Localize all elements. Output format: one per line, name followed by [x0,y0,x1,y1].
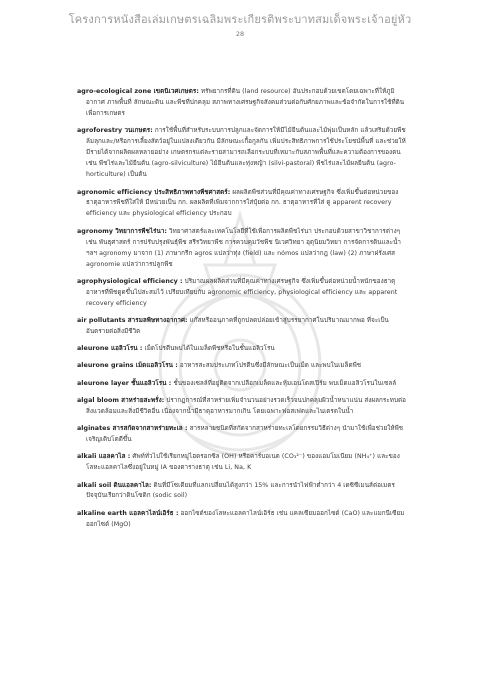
book-series-header: โครงการหนังสือเล่มเกษตรเฉลิมพระเกียรติพระบาทสมเด็จพระเจ้าอยู่หัว [68,13,412,26]
glossary-entry [77,344,407,355]
entry-term: aleurone แอลิวโรน : [77,345,143,353]
entry-term: aleurone layer ชั้นแอลิวโรน : [77,379,172,387]
entry-definition: ชั้นของเซลล์ที่อยู่ติดจากเปลือกเมล็ดและหุ้มเอนโดสเปิร์ม พบเม็ดแอลิวโรนในเซลล์ [171,379,397,387]
glossary-entry [77,424,407,446]
entry-term: agroforestry วนเกษตร: [77,127,153,135]
entry-definition: เม็ดโปรตีนพบได้ในเมล็ดพืชหรือในชั้นแอลิวโรน [142,345,275,353]
glossary-entry [77,316,407,338]
entry-definition: การใช้พื้นที่สำหรับระบบการปลูกและจัดการให้มีไม้ยืนต้นและไม้พุ่มเป็นหลัก แล้วเสริมด้วยพืชล้มลุกและ/หรือการเลี้ยงสัตว์อยู่ในแปลงเดียวกัน มีลักษณะเกื้อกูลกัน เพิ่มประสิทธิภาพการใช้ประโยชน์พื้นที่ และช่วยให้มีรายได้จากผลิตผลหลายอย่าง เกษตรกรแต่ละรายสามารถเลือกระบบที่เหมาะกับสภาพพื้นที่และความต้องการของตน เช่น พืชไร่และไม้ยืนต้น (agro-silviculture) ไม้ยืนต้นและทุ่งหญ้า (silvi-pastoral) พืชไร่และไม้ผลยืนต้น (agro-horticulture) เป็นต้น [86,127,406,179]
entry-definition: ปริมาณผลผลิตส่วนที่มีคุณค่าทางเศรษฐกิจ ซึ่งเพิ่มขึ้นต่อหน่วยน้ำหนักของธาตุอาหารที่พืชดูดขึ้นไปสะสมไว้ เปรียบเทียบกับ agronomic efficiency, physiological efficiency และ apparent recovery efficiency [86,277,398,307]
entry-term: agronomy วิทยาการพืชไร่นา: [77,227,167,235]
entry-term: alginates สารสกัดจากสาหร่ายทะเล : [77,425,188,433]
glossary-entry [77,277,407,310]
entry-definition: สารหลายชนิดที่สกัดจากสาหร่ายทะเลโดยกรรมวิธีต่างๆ นำมาใช้เพื่อช่วยให้พืชเจริญเติบโตดีขึ้น [86,425,404,444]
entry-definition: ออกไซด์ของโลหะแอลคาไลน์เอิร์ธ เช่น แคลเซียมออกไซด์ (CaO) และแมกนีเซียมออกไซด์ (MgO) [86,509,405,528]
entry-term: air pollutants สารมลพิษทางอากาศ: [77,316,188,324]
glossary-entry [77,227,407,271]
glossary-entry [77,452,407,474]
glossary-entry [77,126,407,181]
entry-term: agro-ecological zone เขตนิเวศเกษตร: [77,88,199,96]
glossary-entry [77,379,407,390]
glossary-entry [77,481,407,503]
entry-term: agrophysiological efficiency : [77,277,183,285]
entry-definition: อาหารสะสมประเภทโปรตีนซึ่งมีลักษณะเป็นเม็ด และพบในเมล็ดพืช [177,362,362,370]
entry-definition: วิทยาศาสตร์และเทคโนโลยีที่ใช้เพื่อการผลิตพืชไร่นา ประกอบด้วยสาขาวิชาการต่างๆ เช่น พันธุศาสตร์ การปรับปรุงพันธุ์พืช สรีรวิทยาพืช การควบคุมวัชพืช นิเวศวิทยา อุตุนิยมวิทยา การจัดการดินและน้ำ ฯลฯ agronomy มาจาก (1) ภาษากรีก agros แปลว่าทุ่ง (field) และ nómos แปลว่ากฎ (law) (2) ภาษาฝรั่งเศส agronomie แปลว่าการปลูกพืช [86,227,401,268]
entry-definition: ปรากฏการณ์ที่สาหร่ายเพิ่มจำนวนอย่างรวดเร็วจนปกคลุมผิวน้ำหนาแน่น ส่งผลกระทบต่อสิ่งแวดล้อมและสิ่งมีชีวิตอื่น เนื่องจากน้ำมีธาตุอาหารมากเกิน โดยเฉพาะฟอสเฟตและไนเตรตในน้ำ [86,396,406,415]
glossary-entry [77,396,407,418]
entry-term: aleurone grains เม็ดแอลิวโรน : [77,362,178,370]
glossary-entry [77,361,407,372]
entry-definition: ดินที่มีโซเดียมที่แลกเปลี่ยนได้สูงกว่า 15% และการนำไฟฟ้าต่ำกว่า 4 เดซิซีเมนส์ต่อเมตร ปัจจุบันเรียกว่าดินโซดิก (sodic soil) [86,481,395,500]
entry-definition: ผลผลิตพืชส่วนที่มีคุณค่าทางเศรษฐกิจ ซึ่งเพิ่มขึ้นต่อหน่วยของธาตุอาหารพืชที่ใส่ให้ มีหน่วยเป็น กก. ผลผลิตที่เพิ่มจากการใส่ปุ๋ยต่อ กก. ธาตุอาหารที่ใส่ ดู apparent recovery efficiency และ physiological efficiency ประกอบ [86,188,399,218]
glossary-entry [77,87,407,120]
entry-term: alkali แอลคาไล : [77,453,131,461]
glossary-entries [77,81,407,534]
entry-definition: แก๊สหรืออนุภาคที่ถูกปลดปล่อยเข้าสู่บรรยากาศในปริมาณมากพอ ที่จะเป็นอันตรายต่อสิ่งมีชีวิต [86,316,389,335]
entry-term: algal bloom สาหร่ายสะพรั่ง: [77,396,165,404]
glossary-entry [77,509,407,531]
glossary-entry [77,188,407,221]
entry-term: agronomic efficiency ประสิทธิภาพทางพืชศาสตร์: [77,188,231,196]
entry-definition: ทรัพยากรที่ดิน (land resource) อันประกอบด้วยเขตโดยเฉพาะที่ให้ภูมิอากาศ ภาพพื้นที่ ลักษณะดิน และพืชที่ปกคลุม สภาพทางเศรษฐกิจสังคมส่วนต่อกับศักยภาพและข้อจำกัดในการใช้ที่ดินเพื่อการเกษตร [86,88,405,118]
page-number: 28 [235,30,245,38]
entry-definition: ศัพท์ทั่วไปใช้เรียกหมู่ไฮดรอกซิล (OH) หรือคาร์บอเนต (CO₃²⁻) ของแอมโมเนียม (NH₄⁺) และของโลหะแอลคาไลซึ่งอยู่ในหมู่ IA ของตารางธาตุ เช่น Li, Na, K [86,453,400,472]
entry-term: alkaline earth แอลคาไลน์เอิร์ธ : [77,509,179,517]
entry-term: alkali soil ดินแอลคาไล: [77,481,152,489]
